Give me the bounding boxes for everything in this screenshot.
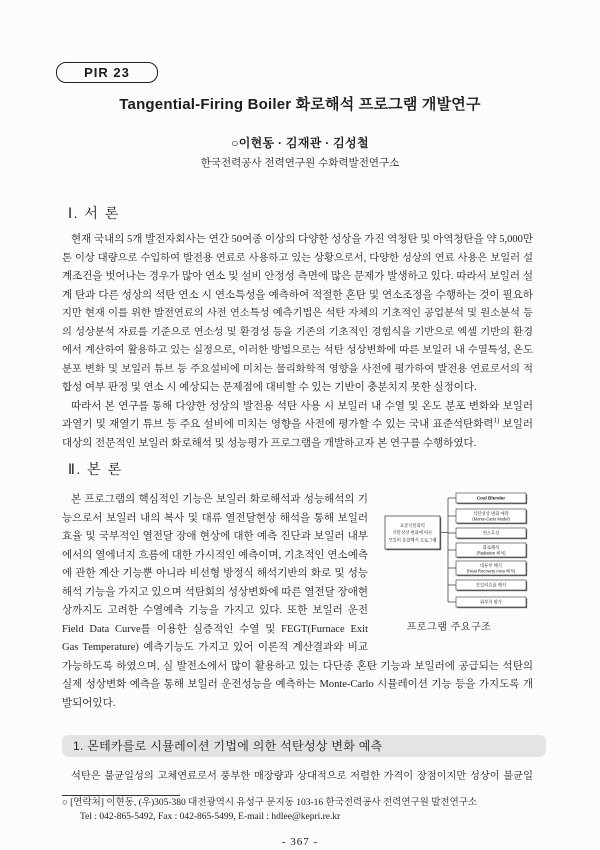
footnote-phone-email: Tel : 042-865-5492, Fax : 042-865-5499, E-mail : hdlee@kepri.re.kr: [80, 811, 341, 822]
text-line: 상까지도 고려한 수열예측 기능을 가지고 있다. 또한 보일러 운전: [62, 605, 368, 616]
text-line: 에서의 열에너지 흐름에 대한 가시적인 예측이며, 기초적인 연소예측: [62, 549, 368, 561]
text-line: 따라서 본 연구를 통해 다양한 성상의 발전용 석탄 사용 시 보일러 내 수열 및 온도 분포 변화와 보일러: [71, 400, 533, 412]
text-line: 본 프로그램의 핵심적인 기능은 보일러 화로해석과 성능해석의 기: [71, 494, 368, 505]
author-list: ○이현동 · 김재관 · 김성철: [231, 136, 369, 150]
module-label: 화로해석: [482, 544, 500, 550]
module-sublabel: (Monte-Carlo Model): [472, 516, 510, 522]
module-box-efficiency: [456, 580, 527, 591]
main-box-line: 표준석탄화력: [400, 523, 425, 528]
text-segment: 과열기 및 재열기 튜브 등 주요 설비에 미치는 영향을 사전에 평가할 수 있는 국내 표준석탄화력: [62, 419, 494, 430]
text-line: Field Data Curve를 이용한 실증적인 수열 및 FEGT(Furnace Exit: [62, 623, 368, 635]
footnote-contact: ○ [연락처] 이현동, (우)305-380 대전광역시 유성구 문지동 103-16 한국전력공사 전력연구원 발전연구소: [62, 798, 478, 808]
paper-title: Tangential-Firing Boiler 화로해석 프로그램 개발연구: [119, 96, 481, 113]
text-line: 에서 계산하여 활용하고 있는 실정으로, 이러한 방법으로는 석탄 성상변화에 따른 보일러 내 수열특성, 온도: [62, 345, 533, 356]
page-number: - 367 -: [281, 836, 319, 848]
text-segment: 보일러: [499, 419, 533, 430]
text-line: 분포 변화 및 보일러 튜브 등 주요설비에 미치는 물리화학적 영향을 사전에 평가하여 발전용 연료로서의 적: [62, 363, 533, 375]
text-line: 가능하도록 하였으며, 실 발전소에서 많이 활용하고 있는 다단종 혼탄 기능과 보일러에 공급되는 석탄의: [62, 660, 533, 672]
subsection-text: [62, 768, 533, 787]
subsection-heading-box: [62, 735, 546, 757]
module-box-monte-carlo: [456, 509, 527, 524]
text-line: [62, 416, 533, 435]
module-box-coal-blender: [456, 493, 527, 504]
text-line: 합성 여부 판정 및 연소 시 예상되는 문제점에 대비할 수 있는 기반이 충분치지 못한 실정이다.: [62, 382, 477, 393]
figure-caption: 프로그램 주요구조: [406, 622, 492, 633]
module-box-deposition: [456, 597, 527, 608]
module-box-combustion: [456, 528, 527, 539]
text-line: 에 관한 계산 기능뿐 아니라 비선형 방정식 해석기반의 화로 및 성능: [62, 568, 368, 579]
text-line: 해석 기능을 가지고 있으며 석탄회의 성상변화에 따른 열전달 장애현: [62, 586, 368, 598]
program-structure-diagram: [378, 488, 533, 610]
module-sublabel: (Heat Recovery Area 해석): [466, 568, 516, 574]
introduction-text: [62, 231, 533, 453]
text-line: 현재 국내의 5개 발전자회사는 연간 50여종 이상의 다양한 성상을 가진 역청탄 및 아역청탄을 약 5,000만: [71, 234, 533, 245]
footnote-marker: 1): [493, 416, 500, 425]
subsection-heading: 1. 몬테카를로 시뮬레이션 기법에 의한 석탄성상 변화 예측: [73, 739, 383, 753]
main-box-line: 석탄성상 변화에 따른: [392, 530, 433, 536]
text-line: 대상의 전문적인 보일러 화로해석 및 성능평가 프로그램을 개발하고자 본 연구를 수행하였다.: [62, 437, 477, 449]
session-badge: PIR 23: [56, 62, 158, 83]
text-line: 톤 이상 대량으로 수입하여 발전용 연료로 사용하고 있는 상황으로서, 다양한 성상의 연료 사용은 보일러 설: [62, 252, 533, 264]
module-label: 석탄성상 변화 예측: [473, 510, 509, 516]
text-line: 지만 현재 이를 위한 발전연료의 사전 연소특성 예측기법은 석탄 자체의 기초적인 공업분석 및 원소분석 등: [62, 308, 533, 319]
module-sublabel: (Radiation 해석): [476, 550, 506, 556]
section-heading-main-body: Ⅱ. 본 론: [68, 461, 123, 477]
module-label: 보일러효율 해석: [475, 582, 507, 588]
text-line: Gas Temperature) 예측기능도 가지고 있어 이론적 계산결과와 비교: [62, 642, 368, 653]
text-line: 실제 성상변화 예측을 통해 보일러 운전성능을 예측하는 Monte-Carlo 시뮬레이션 기능 등을 가지도록 개: [62, 679, 533, 690]
section-heading-introduction: Ⅰ. 서 론: [68, 205, 120, 221]
text-line: 효율 및 국부적인 열전달 장애 현상에 대한 예측 진단과 보일러 내부: [62, 531, 368, 542]
text-line: 석탄은 불균일성의 고체연료로서 풍부한 매장량과 상대적으로 저렴한 가격이 장점이지만 성상이 불균일: [71, 771, 533, 782]
module-label: 연소특성: [482, 530, 500, 536]
text-line: 발되어있다.: [62, 697, 116, 709]
text-line: 계 탄과 다른 성상의 석탄 연소 시 연소특성을 예측하여 적절한 혼탄 및 연소조정을 수행하는 것이 필요하: [62, 289, 533, 301]
module-label: Coal Blender: [476, 495, 506, 501]
module-label: 회부착 평가: [480, 599, 502, 605]
footnote: [62, 797, 542, 824]
affiliation: 한국전력공사 전력연구원 수화력발전연구소: [200, 157, 400, 169]
module-box-heat-recovery: [456, 561, 527, 576]
text-line: 의 성상분석 자료를 기준으로 연소성 및 환경성 등을 기존의 기초적인 경험식을 기반으로 엑셀 기반의 환경: [62, 326, 533, 338]
main-box-line: 보일러 통합해석 프로그램: [388, 537, 437, 543]
module-box-radiation: [456, 543, 527, 558]
footnote-divider: [62, 795, 180, 796]
main-program-box: [385, 516, 441, 550]
module-label: 대류부 해석: [480, 562, 502, 568]
text-line: 능으로서 보일러 내의 복사 및 대류 열전달현상 해석을 통해 보일러: [62, 512, 368, 524]
connector-lines: [440, 498, 456, 602]
text-line: 계조건을 벗어나는 경우가 많아 연소 및 설비 안정성 측면에 많은 문제가 발생하고 있다. 따라서 보일러 설: [62, 271, 533, 282]
